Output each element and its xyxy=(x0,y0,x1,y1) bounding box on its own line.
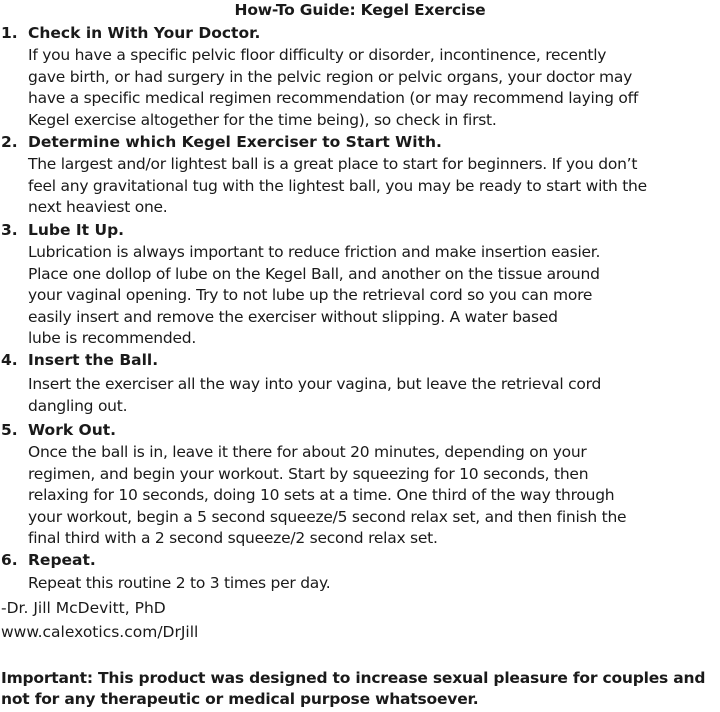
step-text-line: lube is recommended. xyxy=(28,329,197,348)
author-signature: -Dr. Jill McDevitt, PhD xyxy=(1,599,166,617)
step-body xyxy=(28,242,720,350)
step-text-line: The largest and/or lightest ball is a great place to start for beginners. If you don’t xyxy=(28,155,638,173)
step-text-line: your vaginal opening. Try to not lube up the retrieval cord so you can more xyxy=(28,286,593,305)
step-body xyxy=(28,573,720,595)
step-body xyxy=(28,442,720,550)
step-text-line: feel any gravitational tug with the lightest ball, you may be ready to start with the xyxy=(28,176,647,195)
step-text-line: Once the ball is in, leave it there for about 20 minutes, depending on your xyxy=(28,443,587,461)
step-text-line: next heaviest one. xyxy=(28,198,168,217)
step-heading: Check in With Your Doctor. xyxy=(28,24,261,42)
step-text-line: have a specific medical regimen recommendation (or may recommend laying off xyxy=(28,89,639,108)
step-text-line: Place one dollop of lube on the Kegel Ball, and another on the tissue around xyxy=(28,264,600,283)
step-number: 3. xyxy=(1,221,18,239)
step-text-line: If you have a specific pelvic floor difficulty or disorder, incontinence, recently xyxy=(28,46,607,64)
step-text-line: your workout, begin a 5 second squeeze/5 second relax set, and then finish the xyxy=(28,507,627,526)
step-text-line: gave birth, or had surgery in the pelvic region or pelvic organs, your doctor may xyxy=(28,67,633,86)
step-heading: Repeat. xyxy=(28,551,96,569)
step-heading: Determine which Kegel Exerciser to Start With. xyxy=(28,133,442,151)
step-number: 1. xyxy=(1,24,18,42)
step-body xyxy=(28,154,720,219)
important-notice: Important: This product was designed to increase sexual pleasure for couples and not for any therapeutic or medical purpose whatsoever. xyxy=(1,669,706,708)
step-text-line: easily insert and remove the exerciser without slipping. A water based xyxy=(28,307,558,326)
step-number: 4. xyxy=(1,351,18,369)
step-text-line: final third with a 2 second squeeze/2 second relax set. xyxy=(28,529,438,548)
step-text-line: Repeat this routine 2 to 3 times per day. xyxy=(28,574,331,592)
step-number: 6. xyxy=(1,551,18,569)
step-text-line: regimen, and begin your workout. Start by squeezing for 10 seconds, then xyxy=(28,464,589,483)
step-text-line: Insert the exerciser all the way into your vagina, but leave the retrieval cord xyxy=(28,375,602,393)
step-text-line: Kegel exercise altogether for the time being), so check in first. xyxy=(28,110,497,129)
step-body xyxy=(28,45,720,131)
step-number: 2. xyxy=(1,133,18,151)
step-heading: Work Out. xyxy=(28,421,117,439)
website-link[interactable]: www.calexotics.com/DrJill xyxy=(1,623,199,641)
step-heading: Insert the Ball. xyxy=(28,351,159,369)
step-heading: Lube It Up. xyxy=(28,221,125,239)
page-title: How-To Guide: Kegel Exercise xyxy=(234,1,486,19)
step-number: 5. xyxy=(1,421,18,439)
step-text-line: dangling out. xyxy=(28,396,128,415)
step-body xyxy=(28,374,720,417)
step-text-line: relaxing for 10 seconds, doing 10 sets at a time. One third of the way through xyxy=(28,486,615,505)
step-text-line: Lubrication is always important to reduce friction and make insertion easier. xyxy=(28,243,601,261)
